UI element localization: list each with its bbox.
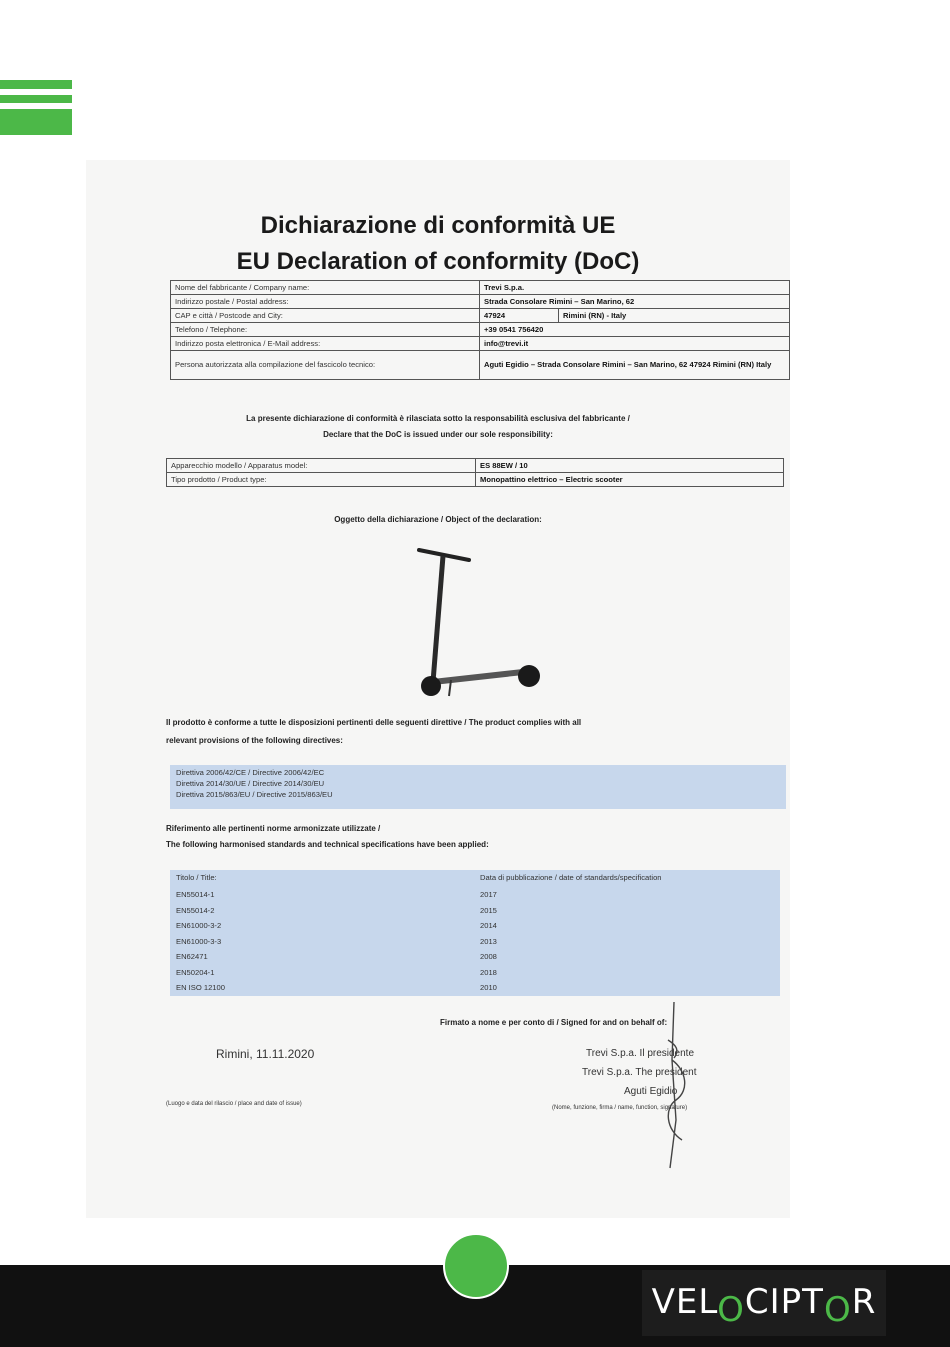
info-value: Monopattino elettrico – Electric scooter [476, 473, 784, 487]
table-row [171, 323, 790, 337]
object-label: Oggetto della dichiarazione / Object of the declaration: [334, 515, 542, 524]
declaration-document [86, 160, 790, 1218]
info-value: Strada Consolare Rimini – San Marino, 62 [480, 295, 790, 309]
standard-date: 2008 [480, 952, 497, 961]
complies-line-2: relevant provisions of the following directives: [166, 736, 343, 745]
info-value: Trevi S.p.a. [480, 281, 790, 295]
standards-dates [480, 887, 497, 996]
scooter-image [411, 540, 551, 700]
responsibility-it: La presente dichiarazione di conformità è rilasciata sotto la responsabilità esclusiva del fabbricante / [246, 414, 630, 423]
standard-date: 2015 [480, 905, 497, 915]
signatory-line-3: Aguti Egidio [624, 1086, 678, 1097]
standards-intro-2: The following harmonised standards and technical specifications have been applied: [166, 840, 489, 849]
signed-on-behalf-label: Firmato a nome e per conto di / Signed for and on behalf of: [440, 1018, 668, 1027]
info-label: Nome del fabbricante / Company name: [171, 281, 480, 295]
standards-table [170, 870, 780, 996]
info-value: Aguti Egidio – Strada Consolare Rimini – San Marino, 62 47924 Rimini (RN) Italy [480, 351, 790, 380]
standards-intro-1: Riferimento alle pertinenti norme armonizzate utilizzate / [166, 824, 381, 833]
signatory-line-2: Trevi S.p.a. The president [582, 1067, 697, 1078]
info-value: +39 0541 756420 [480, 323, 790, 337]
table-row [171, 337, 790, 351]
velociptor-logo: VELOCIPTOR [642, 1270, 886, 1336]
info-value: 47924 [480, 309, 559, 323]
handwritten-signature [646, 1000, 706, 1170]
info-label: CAP e città / Postcode and City: [171, 309, 480, 323]
list-item: Direttiva 2014/30/UE / Directive 2014/30/EU [176, 779, 325, 788]
table-row [171, 295, 790, 309]
standard-date: 2010 [480, 983, 497, 992]
standard-title: EN50204-1 [176, 967, 215, 977]
standard-title: EN61000-3-3 [176, 936, 222, 946]
document-title-it: Dichiarazione di conformità UE [260, 212, 616, 239]
standard-date: 2018 [480, 967, 497, 977]
info-value: ES 88EW / 10 [476, 459, 784, 473]
info-value: info@trevi.it [480, 337, 790, 351]
responsibility-en: Declare that the DoC is issued under our sole responsibility: [323, 430, 553, 439]
complies-line-1: Il prodotto è conforme a tutte le disposizioni pertinenti delle seguenti direttive / The product complies with all [166, 718, 582, 727]
table-row [167, 473, 784, 487]
standard-title: EN61000-3-2 [176, 921, 222, 930]
standard-date: 2017 [480, 890, 497, 899]
info-label: Apparecchio modello / Apparatus model: [167, 459, 476, 473]
document-title-en: EU Declaration of conformity (DoC) [236, 248, 640, 275]
table-row [167, 459, 784, 473]
info-label: Persona autorizzata alla compilazione del fascicolo tecnico: [171, 351, 480, 380]
standard-title: EN55014-2 [176, 905, 215, 915]
page-marker-circle [443, 1233, 509, 1299]
info-value-city: Rimini (RN) - Italy [559, 309, 790, 323]
info-label: Indirizzo posta elettronica / E-Mail address: [171, 337, 480, 351]
product-info-table [166, 458, 784, 487]
standard-date: 2013 [480, 936, 497, 946]
manufacturer-info-table [170, 280, 790, 380]
standard-title: EN55014-1 [176, 890, 215, 899]
accent-bar-top [0, 80, 72, 89]
standards-header-date: Data di pubblicazione / date of standards/specification [480, 873, 662, 882]
place-date: Rimini, 11.11.2020 [216, 1047, 315, 1061]
standard-title: EN ISO 12100 [176, 983, 225, 992]
place-date-caption: (Luogo e data del rilascio / place and date of issue) [166, 1101, 302, 1107]
info-label: Telefono / Telephone: [171, 323, 480, 337]
standard-title: EN62471 [176, 952, 208, 961]
standard-date: 2014 [480, 921, 497, 930]
accent-bar-middle [0, 95, 72, 103]
standards-titles [176, 887, 225, 996]
signatory-line-1: Trevi S.p.a. Il presidente [586, 1048, 695, 1059]
standards-header-title: Titolo / Title: [176, 873, 217, 882]
list-item: Direttiva 2006/42/CE / Directive 2006/42/EC [176, 768, 325, 777]
info-label: Indirizzo postale / Postal address: [171, 295, 480, 309]
table-row [171, 281, 790, 295]
list-item: Direttiva 2015/863/EU / Directive 2015/863/EU [176, 790, 333, 799]
accent-bar-bottom [0, 109, 72, 135]
table-row [171, 309, 790, 323]
directives-list [170, 765, 786, 809]
signatory-caption: (Nome, funzione, firma / name, function, signature) [552, 1105, 688, 1111]
info-label: Tipo prodotto / Product type: [167, 473, 476, 487]
table-row [171, 351, 790, 380]
